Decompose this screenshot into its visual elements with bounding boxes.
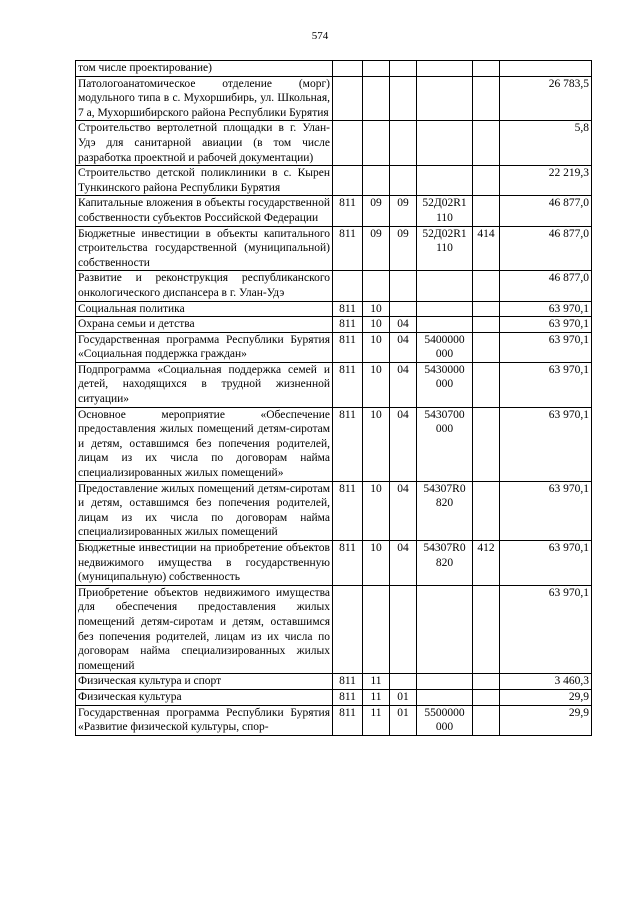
row-name: Развитие и реконструкция республиканского онкологического диспансера в г. Улан-Удэ [76, 271, 333, 301]
row-amount: 26 783,5 [500, 76, 592, 121]
table-row [76, 362, 592, 407]
row-subsection [390, 271, 417, 301]
row-target-article: 5430000 000 [417, 362, 473, 407]
row-target-article [417, 271, 473, 301]
row-amount: 63 970,1 [500, 332, 592, 362]
table-row [76, 226, 592, 271]
table-row [76, 332, 592, 362]
row-amount: 22 219,3 [500, 166, 592, 196]
row-grbs [333, 121, 363, 166]
row-name: Физическая культура и спорт [76, 674, 333, 690]
row-expense-type [473, 407, 500, 481]
row-name: Государственная программа Республики Бурятия «Социальная поддержка граждан» [76, 332, 333, 362]
row-name: Предоставление жилых помещений детям-сиротам и детям, оставшимся без попечения родителей, лицам из их числа по договорам найма специализированных жилых помещений [76, 481, 333, 540]
row-name: Государственная программа Республики Бурятия «Развитие физической культуры, спор- [76, 705, 333, 735]
row-grbs: 811 [333, 674, 363, 690]
row-amount [500, 61, 592, 77]
row-subsection: 04 [390, 362, 417, 407]
row-grbs [333, 76, 363, 121]
row-target-article [417, 585, 473, 674]
row-target-article [417, 61, 473, 77]
row-grbs: 811 [333, 332, 363, 362]
row-target-article [417, 674, 473, 690]
row-name: Приобретение объектов недвижимого имущества для обеспечения предоставления жилых помещений детям-сиротам и детям, оставшимся без попечения родителей, лицам из их числа по договорам найма специализированных жилых помещений [76, 585, 333, 674]
row-name: Основное мероприятие «Обеспечение предоставления жилых помещений детям-сиротам и детям, оставшимся без попечения родителей, лицам из их числа по договорам найма специализированных жилых помещений» [76, 407, 333, 481]
row-section: 09 [363, 196, 390, 226]
row-expense-type [473, 362, 500, 407]
row-grbs: 811 [333, 407, 363, 481]
row-expense-type [473, 301, 500, 317]
table-row [76, 585, 592, 674]
row-grbs: 811 [333, 705, 363, 735]
row-amount: 5,8 [500, 121, 592, 166]
row-grbs [333, 61, 363, 77]
row-expense-type [473, 196, 500, 226]
row-expense-type: 414 [473, 226, 500, 271]
row-name: Бюджетные инвестиции на приобретение объектов недвижимого имущества в государственную (муниципальную) собственность [76, 541, 333, 586]
row-subsection [390, 76, 417, 121]
row-amount: 63 970,1 [500, 481, 592, 540]
row-amount: 46 877,0 [500, 271, 592, 301]
row-section [363, 585, 390, 674]
row-name: Бюджетные инвестиции в объекты капитального строительства государственной (муниципальной) собственности [76, 226, 333, 271]
row-grbs: 811 [333, 689, 363, 705]
row-name: Охрана семьи и детства [76, 317, 333, 333]
row-target-article: 54307R0 820 [417, 541, 473, 586]
row-expense-type [473, 166, 500, 196]
page-number: 574 [311, 30, 329, 42]
row-section: 11 [363, 705, 390, 735]
row-target-article: 52Д02R1 110 [417, 196, 473, 226]
row-target-article [417, 166, 473, 196]
row-section: 11 [363, 689, 390, 705]
row-grbs [333, 166, 363, 196]
table-row [76, 196, 592, 226]
row-subsection: 04 [390, 481, 417, 540]
row-amount: 63 970,1 [500, 407, 592, 481]
row-expense-type [473, 585, 500, 674]
row-target-article: 5430700 000 [417, 407, 473, 481]
row-target-article [417, 301, 473, 317]
row-amount: 63 970,1 [500, 317, 592, 333]
row-grbs [333, 271, 363, 301]
row-section [363, 61, 390, 77]
row-section: 10 [363, 317, 390, 333]
row-target-article [417, 317, 473, 333]
row-target-article: 52Д02R1 110 [417, 226, 473, 271]
row-section: 10 [363, 301, 390, 317]
row-expense-type [473, 332, 500, 362]
row-name: Капитальные вложения в объекты государственной собственности субъектов Российской Федерации [76, 196, 333, 226]
row-section [363, 271, 390, 301]
row-target-article: 5400000 000 [417, 332, 473, 362]
row-amount: 29,9 [500, 689, 592, 705]
row-grbs: 811 [333, 541, 363, 586]
row-expense-type: 412 [473, 541, 500, 586]
row-subsection: 01 [390, 705, 417, 735]
row-amount: 46 877,0 [500, 226, 592, 271]
row-expense-type [473, 61, 500, 77]
row-grbs: 811 [333, 481, 363, 540]
table-row [76, 689, 592, 705]
row-name: том числе проектирование) [76, 61, 333, 77]
row-section: 10 [363, 407, 390, 481]
row-subsection [390, 121, 417, 166]
row-grbs: 811 [333, 196, 363, 226]
row-expense-type [473, 271, 500, 301]
row-grbs: 811 [333, 226, 363, 271]
row-target-article: 54307R0 820 [417, 481, 473, 540]
row-subsection: 04 [390, 407, 417, 481]
row-name: Патологоанатомическое отделение (морг) модульного типа в с. Мухоршибирь, ул. Школьная, 7 а, Мухоршибирского района Республики Бурятия [76, 76, 333, 121]
row-expense-type [473, 481, 500, 540]
row-subsection: 04 [390, 541, 417, 586]
row-subsection [390, 61, 417, 77]
row-target-article [417, 76, 473, 121]
table-row [76, 541, 592, 586]
row-subsection [390, 674, 417, 690]
row-expense-type [473, 121, 500, 166]
table-row [76, 166, 592, 196]
row-subsection [390, 585, 417, 674]
table-row [76, 317, 592, 333]
row-subsection: 09 [390, 196, 417, 226]
row-target-article [417, 121, 473, 166]
row-amount: 46 877,0 [500, 196, 592, 226]
row-amount: 3 460,3 [500, 674, 592, 690]
table-row [76, 674, 592, 690]
row-subsection [390, 301, 417, 317]
table-row [76, 121, 592, 166]
row-grbs: 811 [333, 301, 363, 317]
row-subsection: 01 [390, 689, 417, 705]
row-section: 10 [363, 332, 390, 362]
row-amount: 63 970,1 [500, 541, 592, 586]
row-name: Подпрограмма «Социальная поддержка семей и детей, находящихся в трудной жизненной ситуации» [76, 362, 333, 407]
row-subsection: 09 [390, 226, 417, 271]
row-amount: 63 970,1 [500, 301, 592, 317]
row-grbs [333, 585, 363, 674]
table-row [76, 271, 592, 301]
table-row [76, 407, 592, 481]
row-section: 10 [363, 541, 390, 586]
row-expense-type [473, 317, 500, 333]
row-expense-type [473, 76, 500, 121]
table-row [76, 301, 592, 317]
row-section [363, 166, 390, 196]
row-name: Строительство детской поликлиники в с. Кырен Тункинского района Республики Бурятия [76, 166, 333, 196]
row-section: 10 [363, 481, 390, 540]
table-row [76, 61, 592, 77]
row-amount: 29,9 [500, 705, 592, 735]
row-amount: 63 970,1 [500, 362, 592, 407]
table-row [76, 481, 592, 540]
row-expense-type [473, 689, 500, 705]
row-subsection: 04 [390, 332, 417, 362]
row-amount: 63 970,1 [500, 585, 592, 674]
budget-table [75, 60, 592, 736]
row-section: 09 [363, 226, 390, 271]
row-expense-type [473, 674, 500, 690]
row-expense-type [473, 705, 500, 735]
row-name: Физическая культура [76, 689, 333, 705]
row-section [363, 121, 390, 166]
row-subsection [390, 166, 417, 196]
table-row [76, 76, 592, 121]
row-target-article [417, 689, 473, 705]
row-name: Социальная политика [76, 301, 333, 317]
row-subsection: 04 [390, 317, 417, 333]
row-section: 11 [363, 674, 390, 690]
row-name: Строительство вертолетной площадки в г. Улан-Удэ для санитарной авиации (в том числе разработка проектной и рабочей документации) [76, 121, 333, 166]
row-target-article: 5500000 000 [417, 705, 473, 735]
row-section [363, 76, 390, 121]
row-section: 10 [363, 362, 390, 407]
row-grbs: 811 [333, 362, 363, 407]
row-grbs: 811 [333, 317, 363, 333]
table-row [76, 705, 592, 735]
